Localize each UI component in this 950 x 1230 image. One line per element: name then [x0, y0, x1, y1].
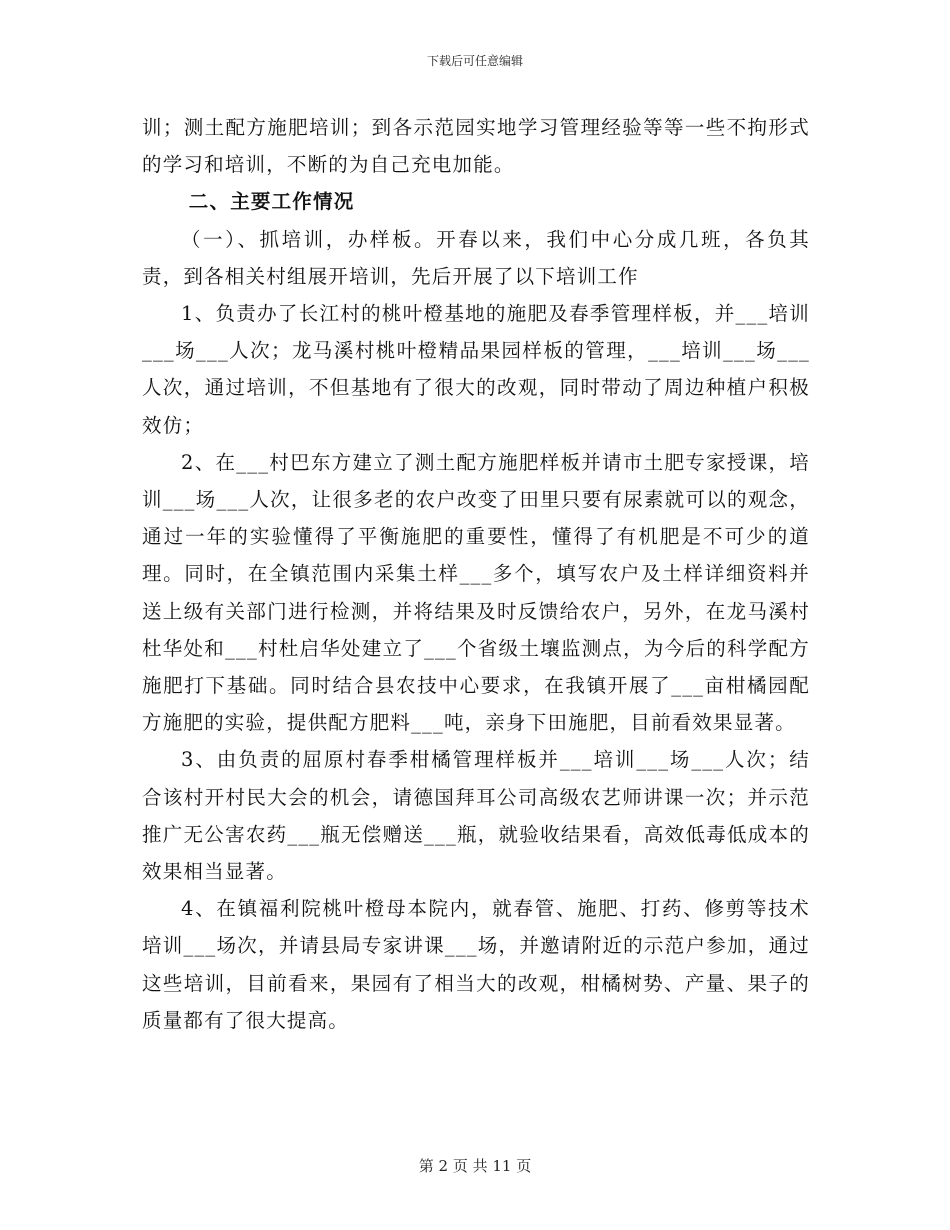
paragraph-item-3: 3、由负责的屈原村春季柑橘管理样板并___培训___场___人次；结合该村开村民大会的机会，请德国拜耳公司高级农艺师讲课一次；并示范推广无公害农药___瓶无偿赠送___瓶，就验收结果看，高效低毒低成本的效果相当显著。: [142, 748, 810, 884]
paragraph-item-1: 1、负责办了长江村的桃叶橙基地的施肥及春季管理样板，并___培训___场___人次；龙马溪村桃叶橙精品果园样板的管理，___培训___场___人次，通过培训，不但基地有了很大的改观，同时带动了周边种植户积极效仿；: [142, 302, 810, 437]
paragraph-item-4: 4、在镇福利院桃叶橙母本院内，就春管、施肥、打药、修剪等技术培训___场次，并请县局专家讲课___场，并邀请附近的示范户参加，通过这些培训，目前看来，果园有了相当大的改观，柑橘树势、产量、果子的质量都有了很大提高。: [142, 897, 810, 1032]
subsection-intro: （一）、抓培训，办样板。开春以来，我们中心分成几班，各负其责，到各相关村组展开培训，先后开展了以下培训工作: [142, 227, 810, 288]
document-body: [142, 109, 810, 1039]
paragraph-continuation: 训；测土配方施肥培训；到各示范园实地学习管理经验等等一些不拘形式的学习和培训，不断的为自己充电加能。: [142, 116, 810, 177]
paragraph-item-2: 2、在___村巴东方建立了测土配方施肥样板并请市土肥专家授课，培训___场___人次，让很多老的农户改变了田里只要有尿素就可以的观念，通过一年的实验懂得了平衡施肥的重要性，懂得了有机肥是不可少的道理。同时，在全镇范围内采集土样___多个，填写农户及土样详细资料并送上级有关部门进行检测，并将结果及时反馈给农户，另外，在龙马溪村杜华处和___村杜启华处建立了___个省级土壤监测点，为今后的科学配方施肥打下基础。同时结合县农技中心要求，在我镇开展了___亩柑橘园配方施肥的实验，提供配方肥料___吨，亲身下田施肥，目前看效果显著。: [142, 450, 810, 735]
section-heading: 二、主要工作情况: [188, 190, 355, 214]
page-header: 下载后可任意编辑: [426, 54, 523, 68]
page-footer: 第 2 页 共 11 页: [418, 1157, 532, 1175]
